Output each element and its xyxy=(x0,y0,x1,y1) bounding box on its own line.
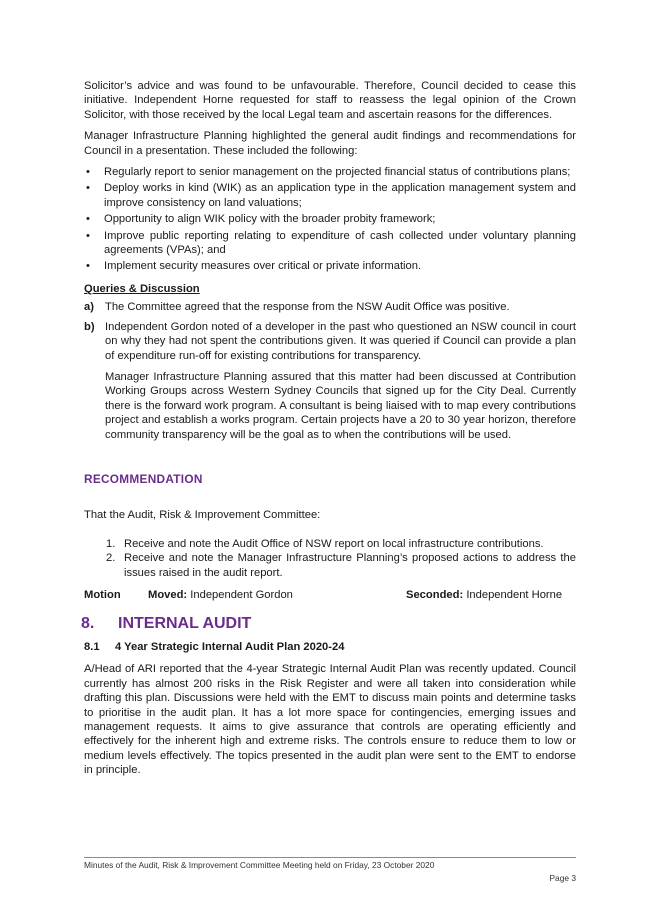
item-text-continued: Manager Infrastructure Planning assured that this matter had been discussed at Contribution Working Groups across Western Sydney Councils that signed up for the City Deal. Currently there is the forward work program. A consultant is being liaised with to map every contributions project and establish a works program. Certain projects have a 20 to 30 year horizon, therefore community transparency will be the goal as to when the contributions will be used. xyxy=(105,370,576,441)
list-item xyxy=(84,320,576,442)
list-item xyxy=(84,537,576,551)
intro-paragraph-2: Manager Infrastructure Planning highlighted the general audit findings and recommendations for Council in a presentation. These included the following: xyxy=(84,130,576,157)
item-text: Receive and note the Audit Office of NSW report on local infrastructure contributions. xyxy=(124,537,544,550)
list-item: • Improve public reporting relating to expenditure of cash collected under voluntary planning agreements (VPAs); and xyxy=(86,229,576,257)
section-title: INTERNAL AUDIT xyxy=(118,614,252,632)
item-text: Independent Gordon noted of a developer in the past who questioned an NSW council in court on why they had not spent the contributions given. It was queried if Council can provide a plan of expenditure run-off for existing contributions for transparency. xyxy=(105,320,576,362)
list-item: • Deploy works in kind (WIK) as an application type in the application management system and improve consistency on land valuations; xyxy=(86,182,576,209)
bullet-icon: • xyxy=(86,166,90,179)
queries-heading: Queries & Discussion xyxy=(84,282,200,295)
moved-by: Moved: Independent Gordon xyxy=(148,588,293,601)
list-item xyxy=(84,551,576,580)
item-text: Receive and note the Manager Infrastructure Planning’s proposed actions to address the issues raised in the audit report. xyxy=(124,552,576,579)
section-heading-internal-audit xyxy=(81,614,576,634)
queries-list xyxy=(84,300,576,442)
section-number: 8. xyxy=(81,614,95,632)
list-item: • Regularly report to senior management on the projected financial status of contributions plans; xyxy=(86,166,571,179)
item-label: a) xyxy=(84,301,94,314)
item-number: 2. xyxy=(106,552,116,565)
recommendation-heading: RECOMMENDATION xyxy=(84,471,203,486)
recommendation-list xyxy=(84,537,576,580)
motion-line xyxy=(84,588,576,604)
motion-label: Motion xyxy=(84,588,121,601)
item-text: The Committee agreed that the response from the NSW Audit Office was positive. xyxy=(105,301,510,314)
subsection-title: 4 Year Strategic Internal Audit Plan 2020-24 xyxy=(115,640,345,653)
bullet-icon: • xyxy=(86,260,90,273)
subsection-number: 8.1 xyxy=(84,640,100,653)
bullet-icon: • xyxy=(86,213,90,226)
recommendation-intro: That the Audit, Risk & Improvement Committee: xyxy=(84,509,321,522)
item-number: 1. xyxy=(106,537,116,550)
findings-list xyxy=(84,165,576,274)
seconded-by: Seconded: Independent Horne xyxy=(406,588,563,601)
list-item: • Opportunity to align WIK policy with the broader probity framework; xyxy=(86,213,436,226)
list-item xyxy=(84,300,576,314)
footer-text: Minutes of the Audit, Risk & Improvement Committee Meeting held on Friday, 23 October 2020 xyxy=(84,860,435,870)
document-body xyxy=(81,79,576,778)
intro-paragraph-1: Solicitor’s advice and was found to be unfavourable. Therefore, Council decided to cease this initiative. Independent Horne requested for staff to reassess the legal opinion of the Crown Solicitor, with those received by the local Legal team and ascertain reasons for the differences. xyxy=(84,80,576,121)
bullet-icon: • xyxy=(86,182,90,195)
footer-divider xyxy=(84,857,576,858)
audit-plan-paragraph: A/Head of ARI reported that the 4-year Strategic Internal Audit Plan was recently updated. Council currently has almost 200 risks in the Risk Register and were all taken into consideration while drafting this plan. Discussions were held with the EMT to discuss main points and determine tasks to prioritise in the audit plan. It has a lot more space for contingencies, emerging issues and management requests. It aims to give assurance that controls are operating efficiently and effectively for the inherent high and extreme risks. The controls ensure to reduce them to low or medium levels effectively. The topics presented in the audit plan were sent to the EMT to endorse in principle. xyxy=(84,663,576,777)
list-item: • Implement security measures over critical or private information. xyxy=(86,260,422,273)
item-label: b) xyxy=(84,320,95,333)
bullet-icon: • xyxy=(86,229,90,242)
page-number: Page 3 xyxy=(549,873,576,883)
subsection-heading-audit-plan xyxy=(84,640,576,654)
